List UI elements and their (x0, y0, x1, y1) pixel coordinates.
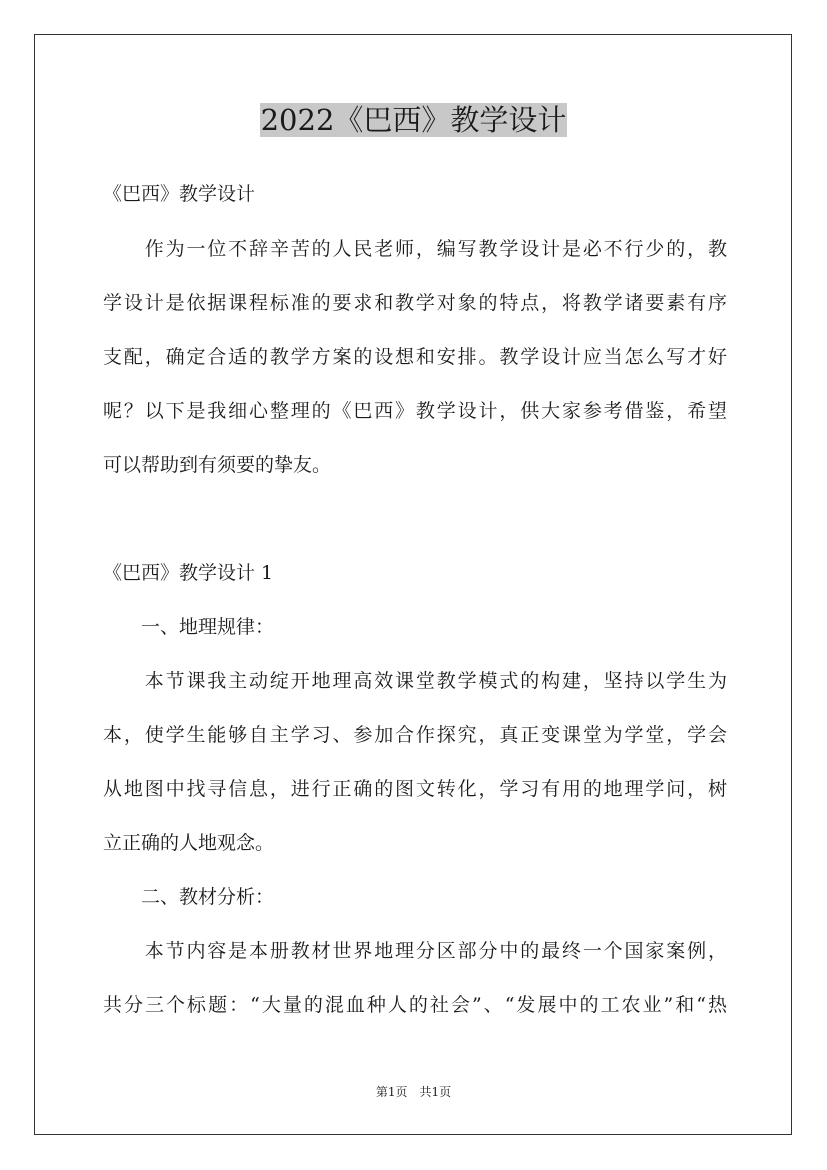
paragraph-line: 从地图中找寻信息，进行正确的图文转化，学习有用的地理学问，树 (103, 778, 727, 800)
section-heading: 《巴西》教学设计 1 (103, 562, 274, 584)
subheading-textbook-analysis: 二、教材分析： (103, 886, 275, 908)
paragraph-line: 本节内容是本册教材世界地理分区部分中的最终一个国家案例， (103, 940, 727, 962)
intro-line: 呢？以下是我细心整理的《巴西》教学设计，供大家参考借鉴，希望 (103, 400, 727, 422)
paragraph-line: 共分三个标题：“大量的混血种人的社会”、“发展中的工农业”和“热 (103, 994, 727, 1016)
document-title-text: 2022《巴西》教学设计 (260, 103, 567, 137)
paragraph-line: 立正确的人地观念。 (103, 832, 275, 854)
intro-line: 作为一位不辞辛苦的人民老师，编写教学设计是必不行少的，教 (103, 238, 727, 260)
document-subtitle: 《巴西》教学设计 (103, 183, 256, 205)
intro-line: 可以帮助到有须要的挚友。 (103, 454, 332, 476)
paragraph-line: 本，使学生能够自主学习、参加合作探究，真正变课堂为学堂，学会 (103, 724, 727, 746)
page-footer: 第1页 共1页 (375, 1085, 452, 1099)
intro-line: 学设计是依据课程标准的要求和教学对象的特点，将教学诸要素有序 (103, 292, 727, 314)
subheading-geography-pattern: 一、地理规律： (103, 616, 275, 638)
paragraph-line: 本节课我主动绽开地理高效课堂教学模式的构建，坚持以学生为 (103, 670, 727, 692)
intro-line: 支配，确定合适的教学方案的设想和安排。教学设计应当怎么写才好 (103, 346, 727, 368)
document-title (0, 98, 827, 142)
